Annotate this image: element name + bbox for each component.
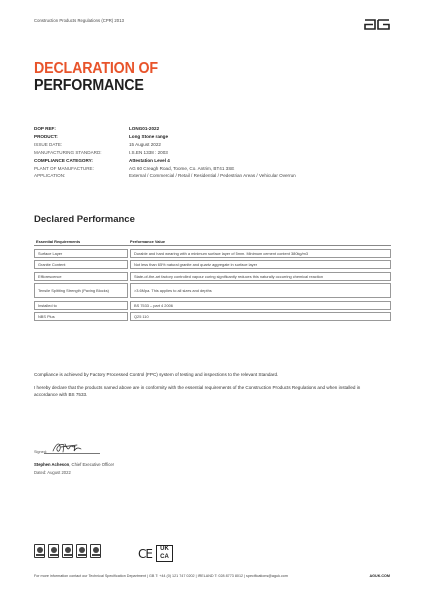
certification-badge <box>90 544 101 558</box>
value-cell: >3.6Mpa. This applies to all sizes and depths <box>130 283 391 298</box>
info-label: PRODUCT: <box>34 133 58 139</box>
requirement-cell: Tensile Splitting Strength (Paving Blocks) <box>34 283 128 298</box>
badge-emblem <box>93 547 99 553</box>
declaration-text: I hereby declare that the products named above are in conformity with the essential requirements of the Construction Products Regulations and when installed in accordance with BS 7533. <box>34 385 361 397</box>
signer-role: , Chief Executive Officer <box>69 462 115 467</box>
info-value: 15 August 2022 <box>129 141 161 147</box>
badge-emblem <box>51 547 57 553</box>
ce-mark: CE <box>138 546 152 561</box>
table-row <box>34 249 391 258</box>
certification-badge <box>76 544 87 558</box>
certification-badge <box>62 544 73 558</box>
footer-website-link[interactable]: AGUK.COM <box>369 574 390 578</box>
certification-badge <box>34 544 45 558</box>
ag-logo <box>364 16 390 30</box>
info-row <box>34 133 296 141</box>
info-row <box>34 172 296 180</box>
info-row <box>34 165 296 173</box>
table-header <box>34 238 391 246</box>
badge-text-bar <box>64 554 72 556</box>
table-row <box>34 312 391 321</box>
info-label: PLANT OF MANUFACTURE: <box>34 165 94 171</box>
ukca-top: UK <box>160 546 169 552</box>
value-cell: BS 7533 – part 4 2006 <box>130 301 391 310</box>
value-cell: Durable and hard wearing with a minimum surface layer of 5mm. Minimum cement content 380kg/m3 <box>130 249 391 258</box>
badge-emblem <box>37 547 43 553</box>
info-row <box>34 157 296 165</box>
footer-contact: For more information contact our Technical Specification Department | GB T: +44 (0) 121 747 0202 | IRELAND T: 028 8773 8012 | specifications@aguk.com <box>34 574 288 578</box>
badge-text-bar <box>78 554 86 556</box>
badge-text-bar <box>50 554 58 556</box>
info-row <box>34 149 296 157</box>
requirement-cell: Surface Layer <box>34 249 128 258</box>
info-label: ISSUE DATE: <box>34 141 63 147</box>
table-row <box>34 283 391 298</box>
value-cell: Q25 110 <box>130 312 391 321</box>
certification-logos <box>34 544 101 558</box>
info-value: AG 60 Creagh Road, Toome, Co. Antrim, BT41 3SE <box>129 165 235 171</box>
footer <box>34 574 390 578</box>
regulation-title: Construction Products Regulations (CPR) 2013 <box>34 18 124 23</box>
certification-badge <box>48 544 59 558</box>
info-value: Attestation Level 4 <box>129 157 170 163</box>
info-value: I.S.EN 1338 : 2003 <box>129 149 168 155</box>
info-value: External / Commercial / Retail / Residential / Pedestrian Areas / Vehicular Overrun <box>129 173 296 179</box>
info-value: LONG01-2022 <box>129 126 160 131</box>
info-label: DOP REF: <box>34 126 56 131</box>
info-label: MANUFACTURING STANDARD: <box>34 149 102 155</box>
badge-emblem <box>79 547 85 553</box>
table-row <box>34 260 391 269</box>
table-row <box>34 301 391 310</box>
document-title <box>34 60 158 94</box>
signer-name-role <box>34 462 114 467</box>
requirement-cell: NBS Plus <box>34 312 128 321</box>
handwritten-signature <box>51 440 85 455</box>
compliance-text: Compliance is achieved by Factory Processed Control (FPC) system of testing and inspections to the relevant Standard. <box>34 372 279 377</box>
info-value: Long Stone range <box>129 133 169 139</box>
table-row <box>34 272 391 281</box>
info-label: COMPLIANCE CATEGORY: <box>34 157 93 163</box>
section-title: Declared Performance <box>34 214 135 225</box>
signature-date: Dated: August 2022 <box>34 470 71 475</box>
title-line-2: PERFORMANCE <box>34 77 144 94</box>
signed-label: Signed: <box>34 450 47 454</box>
value-cell: Not less than 65% natural granite and quartz aggregate in surface layer <box>130 260 391 269</box>
info-row <box>34 141 296 149</box>
header-requirement: Essential Requirements <box>36 239 81 244</box>
product-info <box>34 125 296 180</box>
signer-name: Stephen Acheson <box>34 462 70 467</box>
header-value: Performance Value <box>130 239 166 244</box>
ukca-mark <box>156 545 173 562</box>
ukca-bottom: CA <box>160 553 169 560</box>
value-cell: State-of-the-art factory controlled vapour curing significantly reduces this naturally occurring chemical reaction <box>130 272 391 281</box>
top-bar <box>34 16 390 32</box>
performance-table <box>34 238 391 321</box>
badge-text-bar <box>92 554 100 556</box>
requirement-cell: Granite Content <box>34 260 128 269</box>
requirement-cell: Installed to <box>34 301 128 310</box>
title-line-1: DECLARATION OF <box>34 60 158 77</box>
conformity-marks <box>138 545 173 562</box>
info-row <box>34 125 296 133</box>
badge-text-bar <box>36 554 44 556</box>
info-label: APPLICATION: <box>34 173 66 179</box>
badge-emblem <box>65 547 71 553</box>
requirement-cell: Efflorescence <box>34 272 128 281</box>
